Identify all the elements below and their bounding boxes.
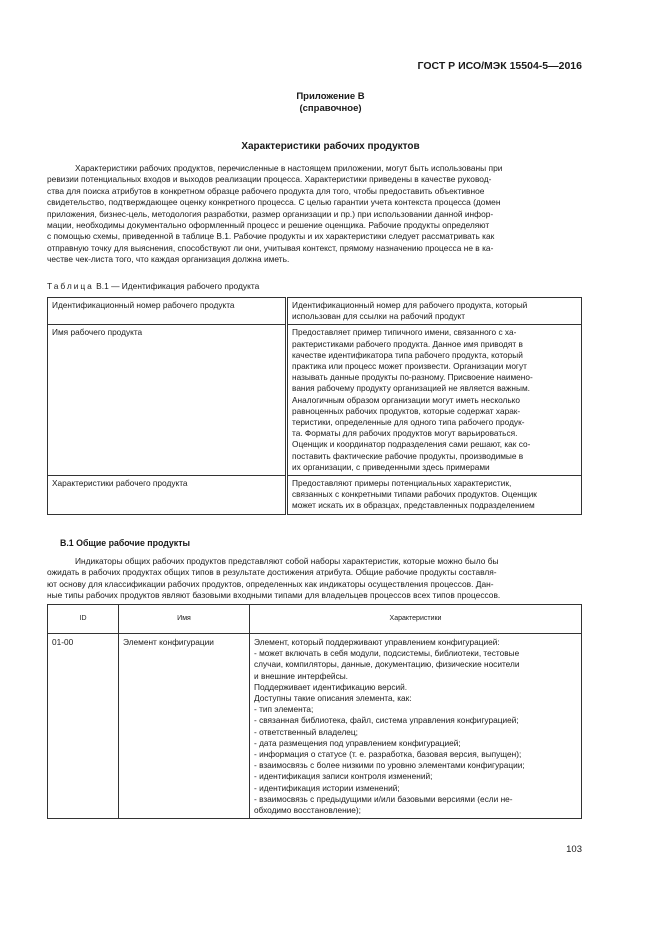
cell-line: - информация о статусе (т. е. разработка, базовая версия, выпущен);: [254, 749, 522, 760]
table-cell: Характеристики рабочего продукта: [48, 476, 287, 515]
table-cell-characteristics: [250, 634, 582, 819]
section-title: Характеристики рабочих продуктов: [241, 141, 420, 152]
cell-line: вания рабочему продукту организацией не является важным.: [292, 383, 530, 394]
text-line: отправную точку для выяснения, способствуют ли они, учитывая контекст, прямому назначению процесса не в ка-: [47, 242, 494, 253]
cell-line: называть данные продукты по-разному. Присвоение наимено-: [292, 372, 533, 383]
work-product-identification-table: [47, 297, 582, 515]
table-header-row: [48, 605, 582, 634]
cell-line: - тип элемента;: [254, 704, 314, 715]
cell-line: Поддерживает идентификацию версий.: [254, 681, 408, 692]
text-line: ожидать в рабочих продуктах общих типов в результате достижения атрибута. Общие рабочие продукты составля-: [47, 567, 497, 578]
table-row: [48, 298, 582, 325]
text-line: с помощью схемы, приведенной в таблице В.1. Рабочие продукты и их характеристики следует рассматривать как: [47, 231, 495, 242]
cell-line: обходимо восстановление);: [254, 805, 361, 816]
cell-line: Предоставляет пример типичного имени, связанного с ха-: [292, 327, 517, 338]
cell-line: поставить фактические рабочие продукты, производимые в: [292, 450, 524, 461]
column-header-name: Имя: [119, 605, 250, 634]
text-line: ные типы рабочих продуктов являют базовыми входными типами для владельцев процессов всех типов процессов.: [47, 590, 501, 601]
cell-line: та. Форматы для рабочих продуктов могут варьироваться.: [292, 428, 518, 439]
cell-line: - взаимосвязь с более низкими по уровню элементами конфигурации;: [254, 760, 525, 771]
cell-line: равноценных рабочих продуктов, которые содержат харак-: [292, 405, 521, 416]
cell-line: - связанная библиотека, файл, система управления конфигурацией;: [254, 715, 519, 726]
cell-line: теристики, определенные для одного типа рабочего продук-: [292, 417, 525, 428]
annex-title: Приложение В: [296, 91, 365, 102]
cell-line: связанных с конкретными типами рабочих продуктов. Оценщик: [292, 489, 537, 500]
text-line: Характеристики рабочих продуктов, перечисленные в настоящем приложении, могут быть использованы при: [75, 163, 503, 173]
table-row: [48, 325, 582, 476]
cell-line: Элемент, который поддерживают управлением конфигурацией:: [254, 637, 500, 647]
text-line: свидетельство, подтверждающее оценку конкретного процесса. С целью гарантии учета контекста процесса (домен: [47, 197, 501, 208]
cell-line: Доступны такие описания элемента, как:: [254, 693, 412, 704]
cell-line: - идентификация истории изменений;: [254, 782, 400, 793]
table-caption: [47, 281, 259, 291]
general-work-products-table: [47, 604, 582, 819]
text-line: честве чек-листа того, что каждая организация должна иметь.: [47, 254, 290, 265]
cell-line: случаи, компиляторы, данные, документацию, физические носители: [254, 659, 520, 670]
table-row: [48, 476, 582, 515]
text-line: ревизии потенциальных входов и выходов реализации процесса. Характеристики приведены в качестве руковод-: [47, 174, 492, 185]
cell-line: - идентификация записи контроля изменений;: [254, 771, 433, 782]
table-cell: Имя рабочего продукта: [48, 325, 287, 476]
cell-line: - дата размещения под управлением конфигурацией;: [254, 737, 461, 748]
cell-line: Предоставляют примеры потенциальных характеристик,: [292, 478, 512, 489]
table-row: [48, 634, 582, 819]
text-line: приложения, бизнес-цель, методология разработки, размер организации и пр.) при использовании данной инфор-: [47, 208, 494, 219]
cell-line: их организации, с приведенными здесь примерами: [292, 461, 490, 472]
cell-line: Идентификационный номер для рабочего продукта, который: [292, 300, 528, 310]
table-cell-name: Элемент конфигурации: [119, 634, 250, 819]
subsection-title: В.1 Общие рабочие продукты: [60, 538, 191, 548]
general-paragraph: [47, 556, 582, 602]
cell-line: рактеристиками рабочего продукта. Данное имя приводят в: [292, 338, 523, 349]
cell-line: - может включать в себя модули, подсистемы, библиотеки, тестовые: [254, 648, 520, 659]
cell-line: Аналогичным образом организации могут иметь несколько: [292, 394, 521, 405]
text-line: ют основу для классификации рабочих продуктов, определенных как индикаторы осуществления процессов. Дан-: [47, 578, 494, 589]
table-cell: [287, 476, 582, 515]
table-cell: [287, 325, 582, 476]
intro-paragraph: [47, 163, 582, 266]
cell-line: и внешние интерфейсы.: [254, 670, 348, 681]
cell-line: Оценщик и координатор подразделения сами решают, как со-: [292, 439, 531, 450]
table-cell: [287, 298, 582, 325]
cell-line: - ответственный владелец;: [254, 726, 358, 737]
text-line: Индикаторы общих рабочих продуктов представляют собой наборы характеристик, которые можно было бы: [75, 556, 499, 566]
cell-line: использован для ссылки на рабочий продукт: [292, 311, 466, 322]
text-line: мации, необходимы документально оформленный процесс и решение оценщика. Рабочие продукты определяют: [47, 220, 490, 231]
page-number: 103: [566, 844, 582, 855]
column-header-id: ID: [48, 605, 119, 634]
annex-subtitle: (справочное): [299, 103, 362, 114]
cell-line: качестве идентификатора типа рабочего продукта, который: [292, 349, 523, 360]
cell-line: практика или процесс может произвести. Организации могут: [292, 361, 527, 372]
table-cell: Идентификационный номер рабочего продукта: [48, 298, 287, 325]
column-header-characteristics: Характеристики: [250, 605, 582, 634]
table-cell-id: 01-00: [48, 634, 119, 819]
text-line: ства для поиска атрибутов в конкретном образце рабочего продукта для того, чтобы предоставить объективное: [47, 185, 485, 196]
table-caption-label: В.1 — Идентификация рабочего продукта: [96, 281, 260, 291]
cell-line: может искать их в образцах, представленных подразделением: [292, 500, 535, 511]
table-caption-prefix: Таблица: [47, 281, 94, 291]
document-code: ГОСТ Р ИСО/МЭК 15504-5—2016: [417, 60, 582, 72]
cell-line: - взаимосвязь с предыдущими и/или базовыми версиями (если не-: [254, 793, 513, 804]
